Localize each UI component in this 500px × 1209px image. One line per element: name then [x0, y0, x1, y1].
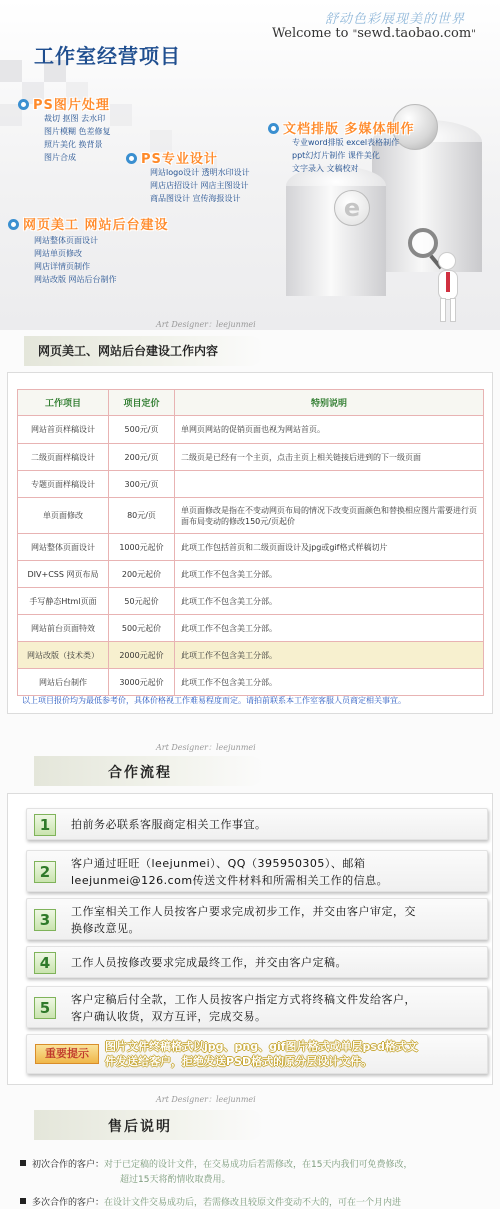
- shop-url-link[interactable]: sewd.taobao.com: [357, 26, 472, 41]
- designer-signature: Art Designer：leejunmei: [156, 1095, 256, 1104]
- designer-signature: Art Designer：leejunmei: [156, 743, 256, 752]
- category-ps-design-items: 网站logo设计 透明水印设计 网店店招设计 网店主图设计 商品图设计 宣传海报设计: [150, 168, 250, 203]
- category-document-items: 专业word排版 excel表格制作 ppt幻灯片制作 课件美化 文字录入 文稿校对: [292, 138, 400, 173]
- table-row: 手写静态Html页面 50元起价 此项工作不包含美工分部。: [18, 588, 484, 615]
- table-row: DIV+CSS 网页布局 200元起价 此项工作不包含美工分部。: [18, 561, 484, 588]
- bullet-icon: [20, 1198, 26, 1204]
- bullet-icon: [268, 123, 279, 134]
- table-row: 网站首页样稿设计 500元/页 单网页网站的促销页面也视为网站首页。: [18, 416, 484, 444]
- category-ps-design: PS专业设计: [126, 148, 218, 167]
- step-number-badge: 3: [34, 909, 56, 931]
- magnifier-figure-icon: [408, 228, 468, 328]
- column-header: 工作项目: [18, 390, 109, 416]
- bullet-icon: [20, 1160, 26, 1166]
- aftersale-item: 初次合作的客户：对于已定稿的设计文件，在交易成功后若需修改，在15天内我们可免费修改， 超过15天将酌情收取费用。: [20, 1158, 412, 1188]
- step-text: 拍前务必联系客服商定相关工作事宜。: [71, 818, 267, 831]
- bullet-icon: [8, 219, 19, 230]
- step-number-badge: 2: [34, 861, 56, 883]
- price-table-panel: [7, 372, 493, 714]
- step-number-badge: 4: [34, 952, 56, 974]
- process-step-2: [26, 850, 488, 892]
- step-number-badge: 1: [34, 814, 56, 836]
- process-step-5: [26, 986, 488, 1028]
- process-panel: [7, 793, 493, 1085]
- ie-logo-icon: e: [334, 190, 370, 226]
- price-footnote: 以上项目报价均为最低参考价，具体价格视工作难易程度而定。请拍前联系本工作室客服人员商定相关事宜。: [22, 696, 406, 705]
- price-section-heading: 网页美工、网站后台建设工作内容: [24, 336, 264, 366]
- welcome-text: Welcome to "sewd.taobao.com": [272, 26, 476, 41]
- table-row: 专题页面样稿设计 300元/页: [18, 471, 484, 498]
- process-section-heading: 合作流程: [34, 756, 264, 786]
- bullet-icon: [18, 99, 29, 110]
- table-row: 单页面修改 80元/页 单页面修改是指在不变动网页布局的情况下改变页面颜色和替换相应图片需要进行页面布局变动的修改150元/页起价: [18, 498, 484, 534]
- column-header: 特别说明: [175, 390, 484, 416]
- category-web-items: 网站整体页面设计 网站单页修改 网店详情页制作 网站改版 网站后台制作: [34, 236, 117, 284]
- step-text: 工作人员按修改要求完成最终工作，并交由客户定稿。: [71, 956, 347, 969]
- step-text: 客户通过旺旺（leejunmei）、QQ（395950305）、邮箱 leejunmei@126.com传送文件材料和所需相关工作的信息。: [71, 857, 389, 887]
- important-notice-label: 重要提示: [35, 1044, 99, 1064]
- page-title: 工作室经营项目: [34, 44, 181, 68]
- step-text: 客户定稿后付全款，工作人员按客户指定方式将终稿文件发给客户， 客户确认收货，双方互评，完成交易。: [71, 993, 416, 1023]
- column-header: 项目定价: [109, 390, 175, 416]
- category-ps-photo-items: 裁切 抠图 去水印 图片模糊 色差修复 照片美化 换背景 图片合成: [44, 114, 111, 162]
- category-document: 文档排版 多媒体制作: [268, 118, 415, 137]
- table-header-row: [18, 390, 484, 416]
- bullet-icon: [126, 153, 137, 164]
- table-row: 网站前台页面特效 500元起价 此项工作不包含美工分部。: [18, 615, 484, 642]
- banner: [0, 0, 500, 330]
- table-row: 网站整体页面设计 1000元起价 此项工作包括首页和二级页面设计及jpg或gif格式样稿切片: [18, 534, 484, 561]
- important-notice: [26, 1034, 488, 1074]
- price-table: [17, 389, 484, 696]
- slogan: 舒动色彩展现美的世界: [325, 12, 466, 27]
- process-step-3: [26, 898, 488, 940]
- process-step-4: [26, 946, 488, 978]
- table-row: 网站后台制作 3000元起价 此项工作不包含美工分部。: [18, 669, 484, 696]
- welcome-prefix: Welcome to: [272, 26, 349, 41]
- category-ps-photo: PS图片处理: [18, 94, 110, 113]
- aftersale-section-heading: 售后说明: [34, 1110, 264, 1140]
- step-number-badge: 5: [34, 997, 56, 1019]
- category-web: 网页美工 网站后台建设: [8, 214, 169, 233]
- table-row-highlighted: 网站改版（技术类） 2000元起价 此项工作不包含美工分部。: [18, 642, 484, 669]
- table-row: 二级页面样稿设计 200元/页 二级页是已经有一个主页，点击主页上相关链接后进到的下一级页面: [18, 444, 484, 471]
- designer-signature: Art Designer：leejunmei: [156, 320, 256, 329]
- aftersale-item: 多次合作的客户：在设计文件交易成功后，若需修改且较原文件变动不大的，可在一个月内进: [20, 1196, 401, 1209]
- step-text: 工作室相关工作人员按客户要求完成初步工作，并交由客户审定，交 换修改意见。: [71, 905, 416, 935]
- important-notice-text: 图片文件终稿格式以jpg、png、gif图片格式或单层psd格式文 件发送给客户，拒绝发送PSD格式的原分层设计文件。: [105, 1040, 418, 1068]
- process-step-1: [26, 808, 488, 840]
